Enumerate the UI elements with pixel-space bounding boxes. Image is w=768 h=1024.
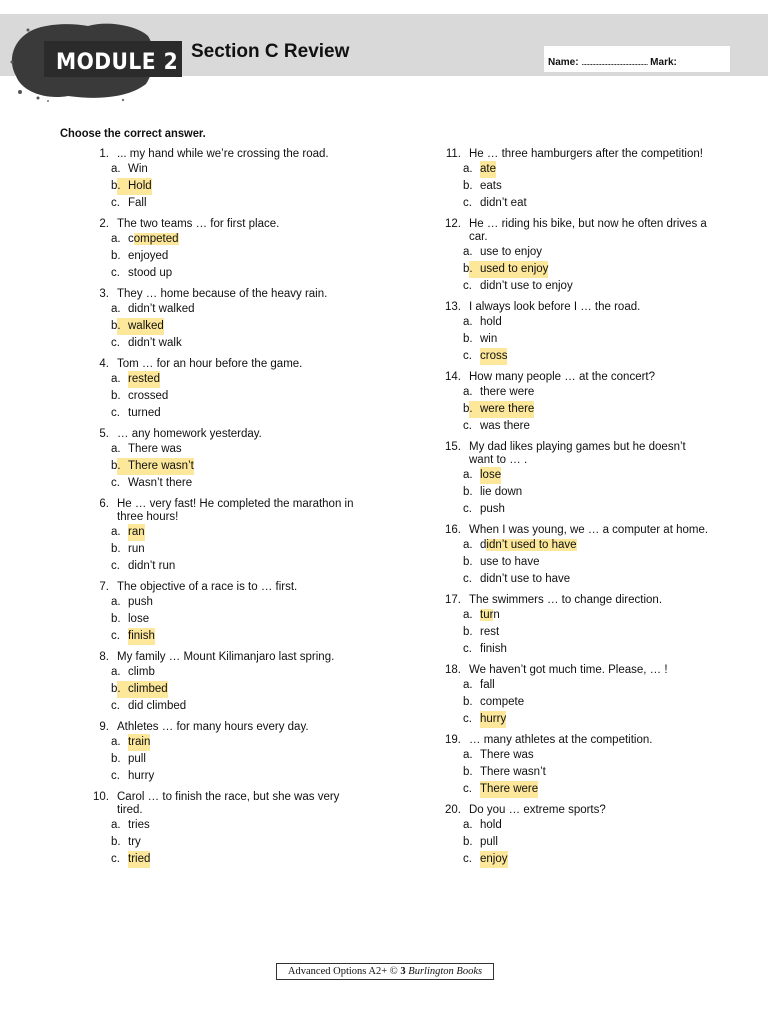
answer-option[interactable] bbox=[78, 441, 378, 458]
option-letter: a. bbox=[111, 373, 121, 385]
question-stem bbox=[430, 523, 730, 537]
option-letter: a. bbox=[463, 819, 473, 831]
answer-option[interactable] bbox=[78, 335, 378, 352]
question-number: 4. bbox=[99, 358, 109, 370]
option-text: climb bbox=[128, 666, 155, 678]
option-letter: a. bbox=[463, 163, 473, 175]
option-text: walked bbox=[128, 318, 164, 335]
instructions: Choose the correct answer. bbox=[60, 126, 206, 140]
option-text: lose bbox=[128, 613, 150, 625]
option-text: lose bbox=[480, 467, 501, 484]
answer-option[interactable] bbox=[430, 501, 730, 518]
option-text: Fall bbox=[128, 197, 147, 209]
answer-option[interactable] bbox=[430, 161, 730, 178]
option-letter: a. bbox=[463, 609, 473, 621]
question-text: They … home because of the heavy rain. bbox=[117, 288, 328, 300]
question-stem bbox=[78, 287, 378, 301]
answer-option[interactable] bbox=[78, 817, 378, 834]
question-text: Tom … for an hour before the game. bbox=[117, 358, 303, 370]
option-text: used to enjoy bbox=[480, 261, 548, 278]
option-text: climbed bbox=[128, 681, 168, 698]
answer-option[interactable] bbox=[78, 248, 378, 265]
option-letter: c. bbox=[463, 350, 472, 362]
question-number: 18. bbox=[445, 664, 461, 676]
question-stem bbox=[430, 593, 730, 607]
option-letter: b. bbox=[463, 696, 473, 708]
option-text: There was bbox=[480, 749, 534, 761]
name-field[interactable]: ............................................ bbox=[581, 57, 648, 67]
answer-option[interactable] bbox=[78, 558, 378, 575]
option-letter: c. bbox=[111, 770, 120, 782]
answer-option[interactable] bbox=[430, 851, 730, 868]
option-text: was there bbox=[480, 420, 530, 432]
question-item bbox=[430, 663, 730, 728]
option-letter: c. bbox=[463, 573, 472, 585]
answer-option[interactable] bbox=[430, 178, 730, 195]
answer-option[interactable] bbox=[78, 405, 378, 422]
option-text: try bbox=[128, 836, 141, 848]
option-text: didn’t run bbox=[128, 560, 176, 572]
option-letter: a. bbox=[111, 526, 121, 538]
option-text: rest bbox=[480, 626, 500, 638]
question-stem bbox=[430, 440, 730, 467]
question-text: My family … Mount Kilimanjaro last spring. bbox=[117, 651, 335, 663]
question-item bbox=[430, 440, 730, 518]
question-item bbox=[430, 370, 730, 435]
question-stem bbox=[430, 147, 730, 161]
answer-option[interactable] bbox=[78, 161, 378, 178]
question-number: 5. bbox=[99, 428, 109, 440]
question-item bbox=[430, 147, 730, 212]
question-stem bbox=[430, 370, 730, 384]
option-letter: b. bbox=[463, 333, 473, 345]
option-letter: b. bbox=[111, 250, 121, 262]
question-stem bbox=[78, 217, 378, 231]
answer-option[interactable] bbox=[430, 467, 730, 484]
question-number: 3. bbox=[99, 288, 109, 300]
question-number: 6. bbox=[99, 498, 109, 510]
answer-option[interactable] bbox=[78, 594, 378, 611]
option-text: eats bbox=[480, 180, 502, 192]
option-letter: b. bbox=[463, 556, 473, 568]
answer-option[interactable] bbox=[78, 195, 378, 212]
option-text: were there bbox=[480, 401, 534, 418]
question-item bbox=[78, 497, 378, 575]
option-text: cross bbox=[480, 348, 507, 365]
option-text: compete bbox=[480, 696, 525, 708]
option-letter: b. bbox=[111, 390, 121, 402]
option-text: ate bbox=[480, 161, 496, 178]
option-text: didn’t use to enjoy bbox=[480, 280, 573, 292]
option-text: turned bbox=[128, 407, 161, 419]
option-text: use to enjoy bbox=[480, 246, 543, 258]
option-letter: c. bbox=[111, 407, 120, 419]
option-letter: b. bbox=[111, 543, 121, 555]
question-item bbox=[430, 523, 730, 588]
answer-option[interactable] bbox=[78, 301, 378, 318]
questions-column-right bbox=[430, 147, 730, 873]
answer-option[interactable] bbox=[78, 318, 378, 335]
answer-option[interactable] bbox=[430, 554, 730, 571]
answer-option[interactable] bbox=[430, 677, 730, 694]
option-text: didn’t walk bbox=[128, 337, 182, 349]
option-text: hold bbox=[480, 819, 502, 831]
question-number: 13. bbox=[445, 301, 461, 313]
question-number: 17. bbox=[445, 594, 461, 606]
answer-option[interactable] bbox=[430, 384, 730, 401]
question-stem bbox=[78, 650, 378, 664]
answer-option[interactable] bbox=[430, 624, 730, 641]
option-text: Wasn’t there bbox=[128, 477, 193, 489]
option-letter: a. bbox=[463, 749, 473, 761]
answer-option[interactable] bbox=[430, 278, 730, 295]
question-stem bbox=[78, 790, 378, 817]
option-text: pull bbox=[480, 836, 498, 848]
questions-column-left bbox=[78, 147, 378, 873]
question-text: The swimmers … to change direction. bbox=[469, 594, 663, 606]
option-letter: c. bbox=[463, 643, 472, 655]
option-letter: c. bbox=[463, 783, 472, 795]
answer-option[interactable] bbox=[430, 817, 730, 834]
question-stem bbox=[430, 733, 730, 747]
answer-option[interactable] bbox=[430, 747, 730, 764]
question-item bbox=[78, 790, 378, 868]
answer-option[interactable] bbox=[430, 641, 730, 658]
question-text: I always look before I … the road. bbox=[469, 301, 641, 313]
option-letter: a. bbox=[463, 246, 473, 258]
answer-option[interactable] bbox=[78, 851, 378, 868]
option-letter: c. bbox=[463, 420, 472, 432]
option-text: crossed bbox=[128, 390, 169, 402]
answer-option[interactable] bbox=[430, 418, 730, 435]
answer-option[interactable] bbox=[78, 834, 378, 851]
option-letter: c. bbox=[111, 853, 120, 865]
question-text: … any homework yesterday. bbox=[117, 428, 262, 440]
answer-option[interactable] bbox=[430, 484, 730, 501]
question-text: He … riding his bike, but now he often drives a car. bbox=[469, 218, 707, 243]
question-number: 7. bbox=[99, 581, 109, 593]
question-item bbox=[78, 287, 378, 352]
option-letter: c. bbox=[463, 503, 472, 515]
option-text: run bbox=[128, 543, 145, 555]
question-item bbox=[430, 733, 730, 798]
question-number: 9. bbox=[99, 721, 109, 733]
option-text: use to have bbox=[480, 556, 540, 568]
question-number: 14. bbox=[445, 371, 461, 383]
option-letter: a. bbox=[463, 469, 473, 481]
question-number: 11. bbox=[445, 148, 461, 160]
option-letter: c. bbox=[111, 560, 120, 572]
option-text: enjoy bbox=[480, 851, 508, 868]
answer-option[interactable] bbox=[78, 768, 378, 785]
option-letter: b. bbox=[111, 613, 121, 625]
question-item bbox=[430, 300, 730, 365]
option-letter: a. bbox=[463, 386, 473, 398]
option-letter: b. bbox=[111, 178, 128, 195]
answer-option[interactable] bbox=[430, 694, 730, 711]
option-text: turn bbox=[480, 609, 500, 621]
option-letter: b. bbox=[111, 318, 128, 335]
option-text: there were bbox=[480, 386, 535, 398]
option-text: didn’t walked bbox=[128, 303, 195, 315]
question-item bbox=[78, 580, 378, 645]
option-letter: c. bbox=[111, 477, 120, 489]
name-mark-box bbox=[544, 46, 730, 72]
option-letter: c. bbox=[111, 630, 120, 642]
answer-option[interactable] bbox=[430, 781, 730, 798]
answer-option[interactable] bbox=[430, 537, 730, 554]
answer-option[interactable] bbox=[78, 734, 378, 751]
question-text: We haven’t got much time. Please, … ! bbox=[469, 664, 668, 676]
answer-option[interactable] bbox=[430, 711, 730, 728]
question-text: Do you … extreme sports? bbox=[469, 804, 606, 816]
option-text: hurry bbox=[480, 711, 506, 728]
option-letter: b. bbox=[463, 486, 473, 498]
footer-text: Advanced Options A2+ © bbox=[287, 966, 401, 977]
option-text: didn’t eat bbox=[480, 197, 527, 209]
question-text: Carol … to finish the race, but she was very tired. bbox=[117, 791, 340, 816]
option-text: didn’t used to have bbox=[480, 539, 577, 551]
question-text: When I was young, we … a computer at home. bbox=[469, 524, 709, 536]
question-item bbox=[430, 217, 730, 295]
question-number: 19. bbox=[445, 734, 461, 746]
question-text: My dad likes playing games but he doesn’t want to … . bbox=[469, 441, 686, 466]
question-item bbox=[78, 147, 378, 212]
answer-option[interactable] bbox=[430, 764, 730, 781]
option-letter: b. bbox=[463, 401, 480, 418]
question-item bbox=[78, 217, 378, 282]
answer-option[interactable] bbox=[78, 628, 378, 645]
option-letter: b. bbox=[463, 626, 473, 638]
option-text: tries bbox=[128, 819, 150, 831]
answer-option[interactable] bbox=[78, 265, 378, 282]
option-letter: a. bbox=[111, 163, 121, 175]
option-letter: a. bbox=[111, 666, 121, 678]
question-text: Athletes … for many hours every day. bbox=[117, 721, 309, 733]
answer-option[interactable] bbox=[78, 681, 378, 698]
question-item bbox=[78, 427, 378, 492]
answer-option[interactable] bbox=[430, 331, 730, 348]
option-letter: b. bbox=[111, 458, 128, 475]
option-letter: a. bbox=[111, 443, 121, 455]
option-text: rested bbox=[128, 371, 160, 388]
footer-credit bbox=[276, 963, 494, 980]
question-stem bbox=[430, 300, 730, 314]
question-number: 10. bbox=[93, 791, 109, 803]
question-number: 2. bbox=[99, 218, 109, 230]
option-text: ran bbox=[128, 524, 145, 541]
mark-label: Mark: bbox=[650, 57, 677, 68]
question-text: … many athletes at the competition. bbox=[469, 734, 653, 746]
answer-option[interactable] bbox=[78, 231, 378, 248]
option-letter: c. bbox=[111, 700, 120, 712]
answer-option[interactable] bbox=[78, 524, 378, 541]
answer-option[interactable] bbox=[78, 371, 378, 388]
option-letter: b. bbox=[463, 180, 473, 192]
question-item bbox=[78, 720, 378, 785]
answer-option[interactable] bbox=[78, 178, 378, 195]
question-item bbox=[78, 650, 378, 715]
option-text: push bbox=[128, 596, 153, 608]
option-letter: b. bbox=[111, 836, 121, 848]
question-number: 8. bbox=[99, 651, 109, 663]
answer-option[interactable] bbox=[430, 314, 730, 331]
option-letter: a. bbox=[111, 233, 121, 245]
option-text: competed bbox=[128, 233, 179, 245]
option-text: hold bbox=[480, 316, 502, 328]
answer-option[interactable] bbox=[430, 834, 730, 851]
answer-option[interactable] bbox=[78, 664, 378, 681]
answer-option[interactable] bbox=[78, 541, 378, 558]
option-letter: c. bbox=[111, 337, 120, 349]
option-letter: c. bbox=[463, 197, 472, 209]
option-letter: c. bbox=[463, 853, 472, 865]
question-text: He … three hamburgers after the competition! bbox=[469, 148, 703, 160]
answer-option[interactable] bbox=[430, 244, 730, 261]
option-text: There were bbox=[480, 781, 538, 798]
option-text: There wasn’t bbox=[480, 766, 546, 778]
option-letter: b. bbox=[463, 766, 473, 778]
option-text: stood up bbox=[128, 267, 173, 279]
option-text: push bbox=[480, 503, 505, 515]
option-text: There wasn’t bbox=[128, 458, 194, 475]
question-item bbox=[430, 803, 730, 868]
page-number: 3 bbox=[400, 966, 406, 977]
option-text: There was bbox=[128, 443, 182, 455]
question-stem bbox=[78, 580, 378, 594]
question-text: He … very fast! He completed the marathon in three hours! bbox=[117, 498, 354, 523]
answer-option[interactable] bbox=[430, 607, 730, 624]
question-number: 12. bbox=[445, 218, 461, 230]
option-text: didn’t use to have bbox=[480, 573, 571, 585]
question-stem bbox=[430, 217, 730, 244]
option-text: pull bbox=[128, 753, 146, 765]
option-text: did climbed bbox=[128, 700, 187, 712]
option-letter: a. bbox=[463, 539, 473, 551]
option-text: finish bbox=[480, 643, 507, 655]
question-number: 1. bbox=[99, 148, 109, 160]
option-letter: b. bbox=[463, 836, 473, 848]
answer-option[interactable] bbox=[78, 611, 378, 628]
answer-option[interactable] bbox=[430, 261, 730, 278]
question-item bbox=[430, 593, 730, 658]
option-text: finish bbox=[128, 628, 155, 645]
answer-option[interactable] bbox=[430, 571, 730, 588]
question-stem bbox=[78, 147, 378, 161]
option-text: tried bbox=[128, 851, 150, 868]
option-text: enjoyed bbox=[128, 250, 169, 262]
option-letter: c. bbox=[463, 280, 472, 292]
question-item bbox=[78, 357, 378, 422]
option-text: win bbox=[480, 333, 498, 345]
option-letter: a. bbox=[111, 819, 121, 831]
answer-option[interactable] bbox=[430, 348, 730, 365]
answer-option[interactable] bbox=[430, 401, 730, 418]
question-stem bbox=[430, 803, 730, 817]
option-text: lie down bbox=[480, 486, 523, 498]
question-number: 16. bbox=[445, 524, 461, 536]
option-letter: a. bbox=[111, 596, 121, 608]
question-stem bbox=[78, 497, 378, 524]
option-letter: a. bbox=[463, 316, 473, 328]
option-text: Win bbox=[128, 163, 148, 175]
question-stem bbox=[78, 427, 378, 441]
answer-option[interactable] bbox=[78, 388, 378, 405]
question-text: ... my hand while we’re crossing the road. bbox=[117, 148, 329, 160]
option-letter: b. bbox=[111, 753, 121, 765]
question-number: 20. bbox=[445, 804, 461, 816]
option-text: hurry bbox=[128, 770, 155, 782]
answer-option[interactable] bbox=[78, 458, 378, 475]
option-letter: a. bbox=[111, 303, 121, 315]
option-letter: c. bbox=[111, 197, 120, 209]
question-stem bbox=[78, 357, 378, 371]
question-number: 15. bbox=[445, 441, 461, 453]
question-stem bbox=[78, 720, 378, 734]
question-text: How many people … at the concert? bbox=[469, 371, 656, 383]
name-label: Name: bbox=[548, 57, 579, 68]
option-letter: a. bbox=[111, 736, 121, 748]
module-label: MODULE 2 bbox=[56, 50, 179, 75]
question-text: The two teams … for first place. bbox=[117, 218, 280, 230]
option-text: train bbox=[128, 734, 150, 751]
option-letter: b. bbox=[111, 681, 128, 698]
question-text: The objective of a race is to … first. bbox=[117, 581, 298, 593]
option-letter: c. bbox=[111, 267, 120, 279]
option-text: Hold bbox=[128, 178, 152, 195]
option-letter: a. bbox=[463, 679, 473, 691]
page-title: Section C Review bbox=[191, 41, 350, 62]
option-text: fall bbox=[480, 679, 495, 691]
option-letter: c. bbox=[463, 713, 472, 725]
answer-option[interactable] bbox=[78, 475, 378, 492]
answer-option[interactable] bbox=[430, 195, 730, 212]
question-stem bbox=[430, 663, 730, 677]
answer-option[interactable] bbox=[78, 698, 378, 715]
option-letter: b. bbox=[463, 261, 480, 278]
answer-option[interactable] bbox=[78, 751, 378, 768]
publisher-name: Burlington Books bbox=[408, 966, 483, 977]
